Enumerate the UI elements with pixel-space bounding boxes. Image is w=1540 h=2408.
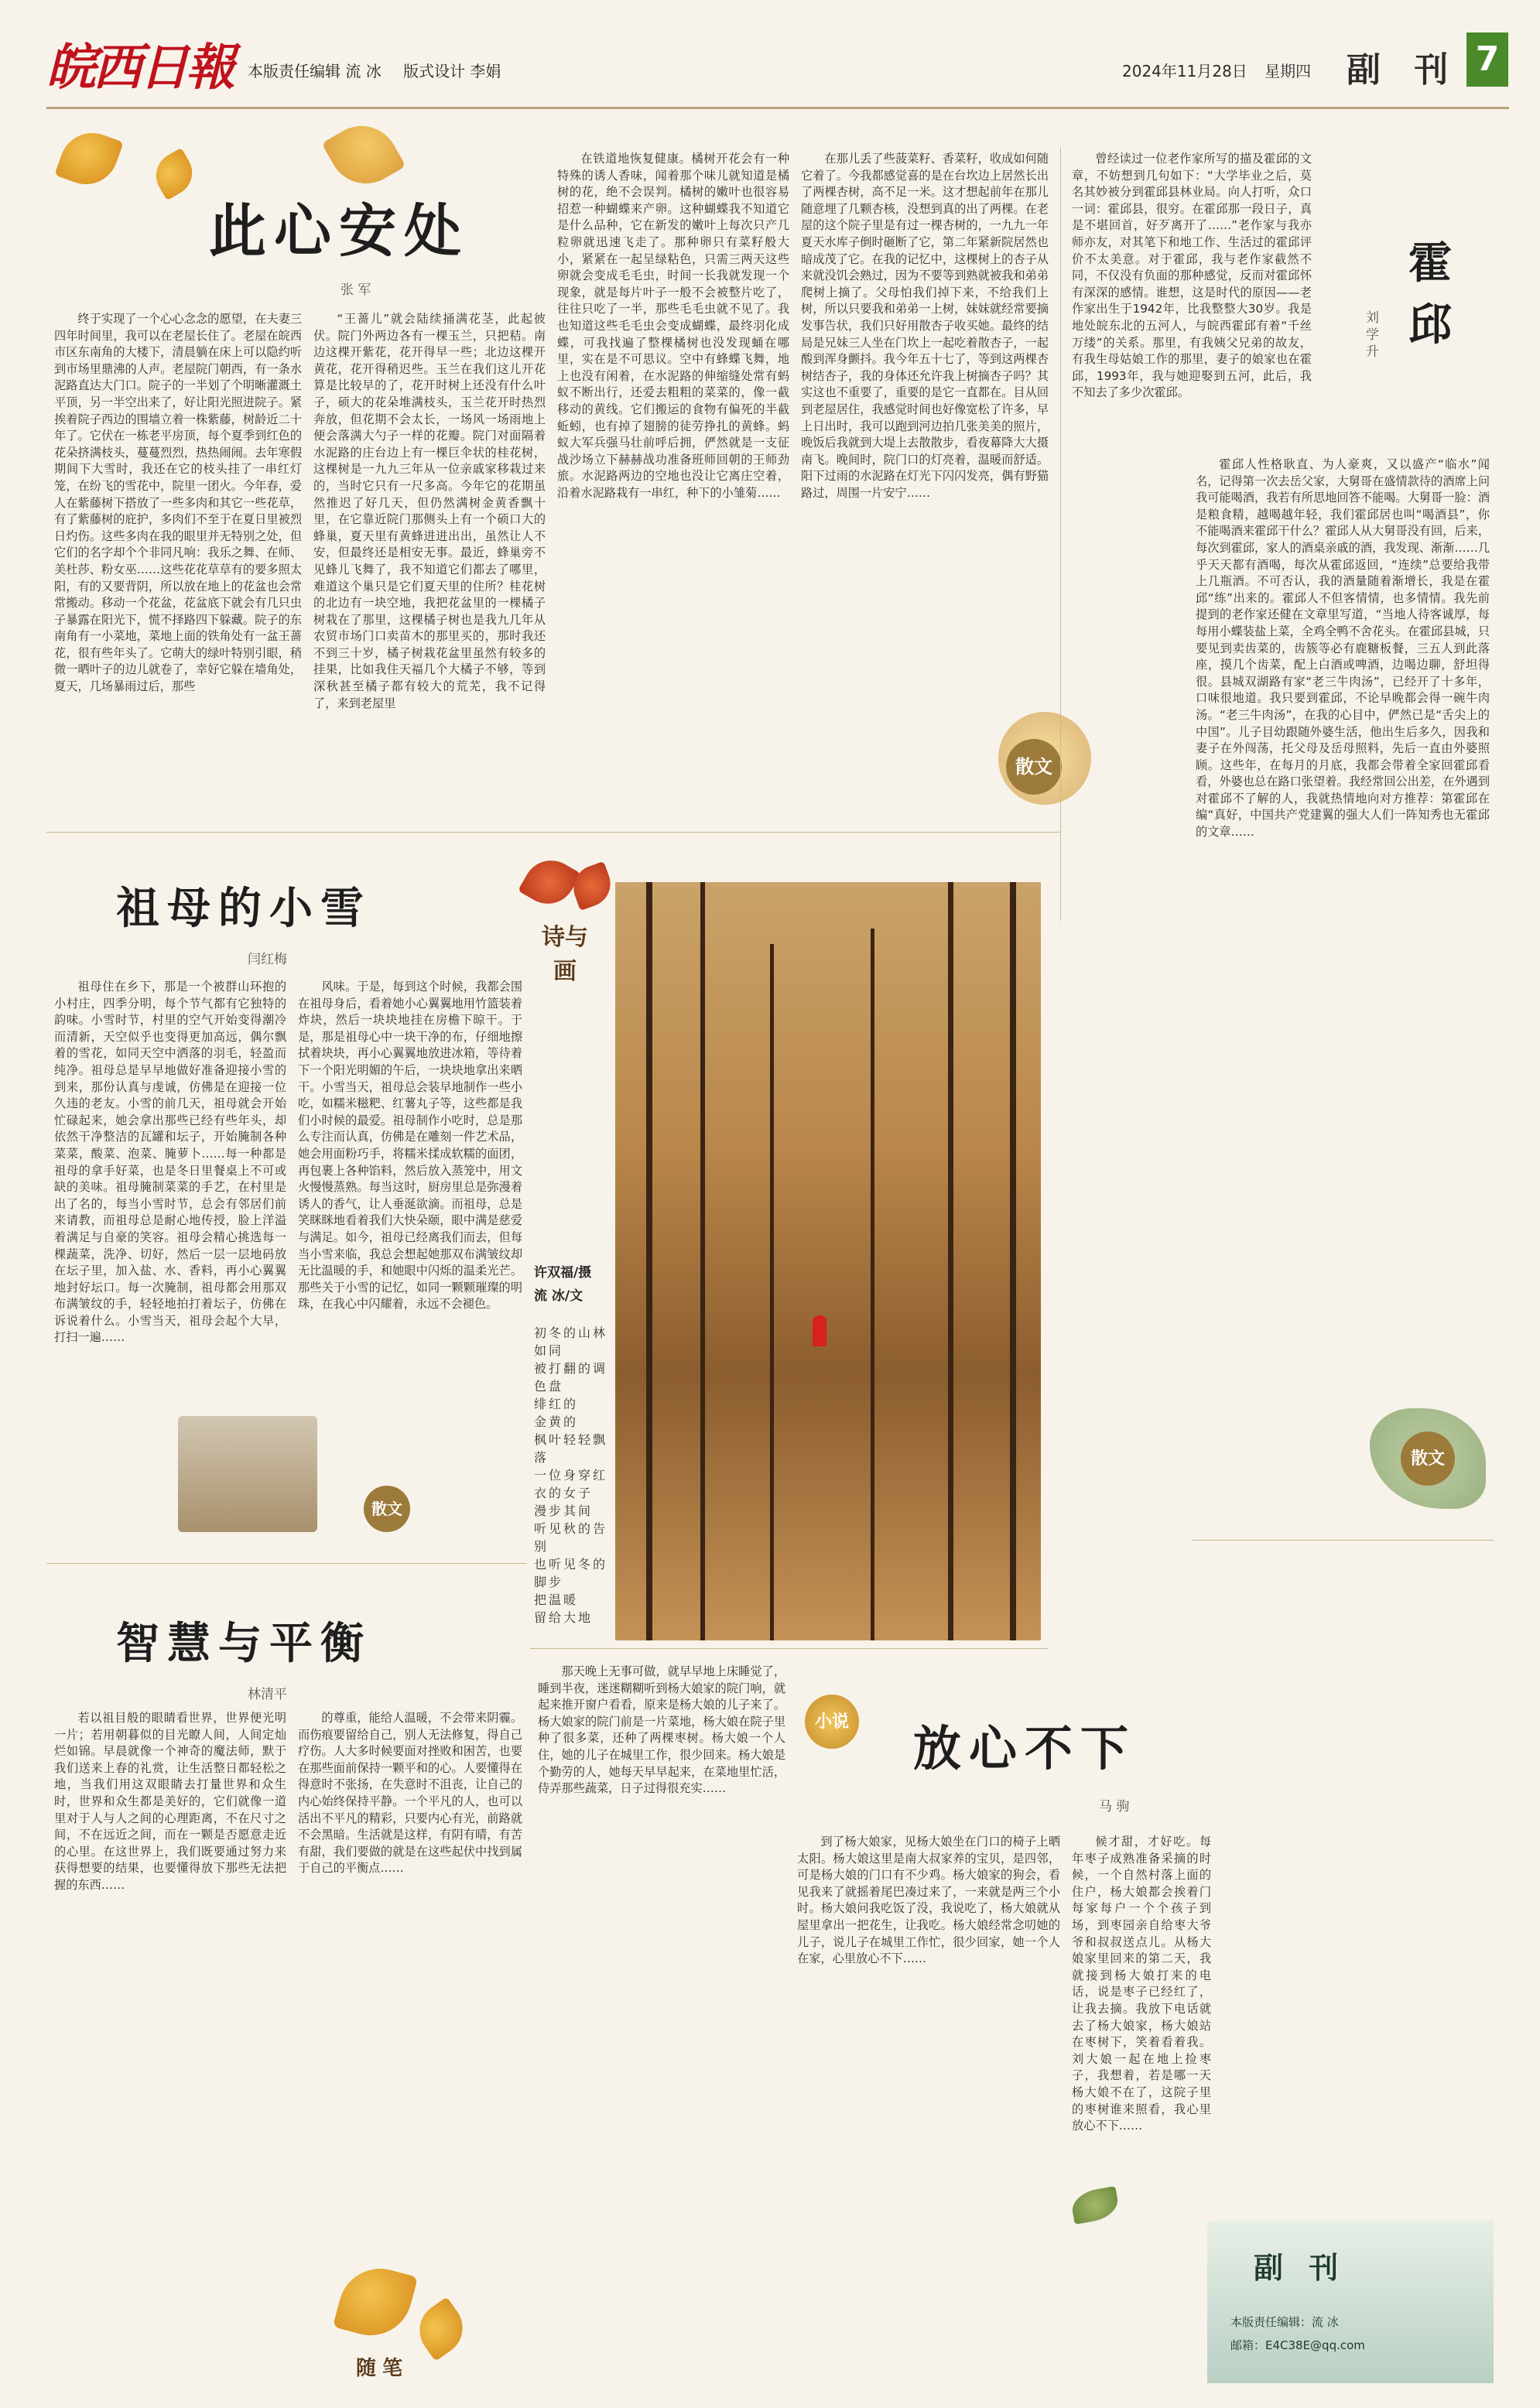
poem-line: 被打翻的调色盘	[534, 1361, 608, 1394]
article-column	[54, 1710, 286, 2383]
masthead-credits	[248, 59, 518, 81]
paragraph: 霍邱人性格耿直、为人豪爽，又以盛产“临水”闻名，记得第一次去岳父家，大舅哥在盛情款待的酒席上问我可能喝酒，我若有所思地回答不能喝。大舅哥一脸：酒是粮食精，越喝越年轻，我们霍邱居也叫“喝酒县”，你不能喝酒来霍邱干什么？霍邱人从大舅哥没有回，后来，每次到霍邱，家人的酒桌亲戚的酒，我发现、渐渐……几乎天天都有酒喝，每次从霍邱返回，“连续”总要给我带上几瓶酒。不可否认，我的酒量随着渐增长，我是在霍邱“练”出来的。霍邱人不但客情情，也多情情。我先前提到的老作家还健在文章里写道，“当地人待客诚厚，每每用小蝶装盐上菜，全鸡全鸭不舍花头。在霍邱县城，只要见到卖齿菜的，齿簇等必有鹿糖板餐，三五人到此落座，摸几个齿菜，配上白酒或啤酒，边喝边聊，舒坦得很。县城双湖路有家“老三牛肉汤”，已经开了十多年，口味很地道。我只要到霍邱，不论早晚都会得一碗牛肉汤。“老三牛肉汤”，在我的心目中，俨然已是“舌尖上的中国”。儿子目幼跟随外婆生活，他出生后多久，因我和妻子在外闯荡，托父母及岳母照料，先后一直由外婆照顾。这些年，在每月的月底，我都会带着全家回霍邱看看，外婆也总在路口张望着。我经常回公出差，在外遇到对霍邱不了解的人，我就热情地向对方推荐：第霍邱在编“真好，中国共产党建翼的强大人们一阵知秀也无霍邱的文章……	[1196, 457, 1490, 840]
article-author: 张 军	[341, 282, 371, 298]
article-column	[1196, 457, 1490, 1385]
page-editor: 本版责任编辑 流 冰	[248, 62, 382, 80]
article-title: 放心不下	[913, 1720, 1137, 1777]
genre-badge: 散文	[1006, 739, 1062, 795]
paragraph: 祖母住在乡下，那是一个被群山环抱的小村庄，四季分明，每个节气都有它独特的韵味。小雪时节，村里的空气开始变得潮冷而清新，天空似乎也变得更加高远，偶尔飘着的雪花，如同天空中洒落的羽毛，轻盈而纯净。祖母总是早早地做好准备迎接小雪的到来，那份认真与虔诚，仿佛是在迎接一位久违的老友。小雪的前几天，祖母就会开始忙碌起来，她会拿出那些已经有些年头，却依然干净整洁的瓦罐和坛子，开始腌制各种菜菜，酸菜、泡菜、腌萝卜……每一种都是祖母的拿手好菜，也是冬日里餐桌上不可或缺的美味。祖母腌制菜菜的手艺，在村里是出了名的，每当小雪时节，总会有邻居们前来请教，而祖母总是耐心地传授，脸上洋溢着满足与自豪的笑容。祖母会精心挑选每一棵蔬菜，洗净、切好，然后一层一层地码放在坛子里，加入盐、水、香料，再小心翼翼地封好坛口。每一次腌制，祖母都会用那双布满皱纹的手，轻轻地拍打着坛子，仿佛在诉说着什么。小雪当天，祖母会起个大早，打扫一遍……	[54, 980, 286, 1345]
article-column	[298, 1710, 522, 2283]
article-column	[1072, 1834, 1211, 2159]
poem-line: 听见秋的告别	[534, 1521, 608, 1554]
footer-section-title: 副 刊	[1254, 2250, 1347, 2285]
section-footer	[1207, 2221, 1494, 2383]
poem	[534, 1323, 611, 1626]
maple-leaf-icon	[567, 861, 617, 911]
section-divider	[46, 1563, 526, 1564]
section-badge: 诗与画	[542, 924, 588, 985]
article-column	[801, 151, 1049, 731]
poem-line: 初冬的山林	[534, 1325, 608, 1340]
text-credit: 流 冰/文	[534, 1288, 583, 1304]
ginkgo-leaf-icon	[148, 148, 200, 200]
article-title: 智慧与平衡	[116, 1618, 371, 1669]
article-column	[557, 151, 789, 824]
tree-trunk	[948, 882, 953, 1640]
page-designer: 版式设计 李娟	[403, 62, 501, 80]
article-author: 闫红梅	[248, 952, 287, 967]
section-divider	[530, 1648, 1049, 1649]
paragraph: 若以祖目般的眼睛看世界，世界便光明一片；若用朝暮似的目光瞭人间，人间定灿烂如锦。早晨就像一个神奇的魔法师，默于我们送来上春的礼赏，让生活整日都轻松之地，当我们用这双眼睛去打量世界和众生时，世界和众生都是美好的，它们就像一道里对于人与人之间的心理距离，不在尺寸之间，不在远近之间，而在一颗是否愿意走近的心里。在这世界上，我们既要通过努力来获得想要的结果，也要懂得放下那些无法把握的东西……	[54, 1711, 286, 1892]
ginkgo-leaf-icon	[54, 124, 124, 193]
decor-image	[178, 1416, 317, 1532]
article-column	[54, 311, 302, 822]
masthead-rule	[46, 107, 1509, 109]
paragraph: 那天晚上无事可做，就早早地上床睡觉了，睡到半夜，迷迷糊糊听到杨大娘家的院门响，就起来推开窗户看看，原来是杨大娘的儿子来了。杨大娘家的院门前是一片菜地，杨大娘在院子里种了很多菜，还种了两棵枣树。杨大娘一个人住，她的儿子在城里工作，很少回来。杨大娘是个勤劳的人，她每天早早起来，在菜地里忙活，侍弄那些蔬菜，日子过得很充实……	[538, 1664, 785, 1796]
article-title: 霍 邱	[1408, 238, 1460, 351]
ginkgo-leaf-icon	[409, 2297, 474, 2362]
poem-line: 枫叶轻轻飘落	[534, 1432, 608, 1465]
article-column	[538, 1664, 785, 2383]
poem-line: 一位身穿红衣的女子	[534, 1468, 608, 1500]
poem-line: 金黄的	[534, 1414, 579, 1429]
paragraph: 终于实现了一个心心念念的愿望，在夫妻三四年时间里，我可以在老屋长住了。老屋在皖西市区东南角的大楼下，清晨躺在床上可以隐约听到市场里鼎沸的人声。老屋院门朝西，有一条水泥路直达大门口。院子的一半划了个明晰灌溉土平顶，另一半空出来了，好让阳光照进院子。紧挨着院子西边的围墙立着一株紫藤，树龄近二十年了。它伏在一栋老平房顶，每个夏季到红色的花朵挤满枝头，蔓蔓烈烈，热热闹闹。去年寒假期间下大雪时，我还在它的枝头挂了一串红灯笼，在纷飞的雪花中，院里一团火。今年春，爱人在紫藤树下搭放了一些多肉和其它一些花草，有了紫藤树的庇护，多肉们不至于在夏日里被烈日灼伤。这些多肉在我的眼里并无特别之处，但它们的名字却个个非同凡响：我乐之舞、在师、美杜莎、粉女巫……这些花花草草有的要多照太阳，有的又要背阴，所以放在地上的花盆也会常常搬动。移动一个花盆，花盆底下就会有几只虫子暴露在阳光下，慌不择路四下躲藏。院子的东南角有一小菜地，菜地上面的铁角处有一盆王蔷花，很有些年头了。它萌大的绿叶特别引眼，稍微一晒叶子的边儿就卷了，幸好它躲在墙角处，夏天，几场暴雨过后，那些	[54, 312, 302, 694]
newspaper-logo: 皖西日報	[46, 39, 232, 97]
section-divider	[46, 832, 1060, 833]
section-title: 副 刊	[1347, 50, 1460, 90]
article-column	[298, 979, 522, 1474]
paragraph: 的尊重，能给人温暖，不会带来阴霾。而伤痕要留给自己，别人无法修复，得自己疗伤。人大多时候要面对挫败和困苦，也要在那些面前保持一颗平和的心。人要懂得在得意时不张扬，在失意时不沮丧，让自己的内心始终保持平静。一个平凡的人，也可以活出不平凡的精彩，只要内心有光，前路就不会黑暗。生活就是这样，有阴有晴，有苦有甜，我们要做的就是在这些起伏中找到属于自己的平衡点……	[298, 1711, 522, 1876]
tree-trunk	[871, 929, 874, 1640]
poem-line: 也听见冬的脚步	[534, 1557, 608, 1589]
article-column	[1072, 151, 1312, 445]
paragraph: 到了杨大娘家，见杨大娘坐在门口的椅子上晒太阳。杨大娘这里是南大叔家养的宝贝，是四邻，可是杨大娘的门口有不少鸡。杨大娘家的狗会，看见我来了就摇着尾巴凑过来了，一来就是两三个小时。杨大娘问我吃饭了没，我说吃了，杨大娘就从屋里拿出一把花生，让我吃。杨大娘经常念叨她的儿子，说儿子在城里工作忙，很少回家，她一个人在家，心里放心不下……	[797, 1835, 1060, 1966]
article-author: 林清平	[248, 1687, 287, 1702]
tree-trunk	[700, 882, 705, 1640]
genre-badge: 散文	[1401, 1431, 1455, 1486]
tree-trunk	[770, 944, 774, 1640]
poem-line: 留给大地	[534, 1610, 594, 1625]
page-number: 7	[1466, 32, 1508, 87]
paragraph: 曾经读过一位老作家所写的描及霍邱的文章，不妨想到几句如下：“大学毕业之后，莫名其妙被分到霍邱县林业局。向人打听，众口一词：霍邱县，很穷。在霍邱那一段日子，真是不堪回首，好歹离开了……”老作家与我亦师亦友，对其笔下和地工作、生活过的霍邱评价不太美意。对于霍邱，我与老作家截然不同，不仅没有负面的那种感觉，反而对霍邱怀有深深的感情。谁想，这是时代的原因——老作家出生于1942年，比我整整大30岁。我是地处皖东北的五河人，与皖西霍邱有着“千丝万缕”的关系。那里，有我姨父兄弟的故友，有我生母姑娘工作的那里，妻子的娘家也在霍邱，1993年，我与她迎娶到五河，此后，我不知去了多少次霍邱。	[1072, 152, 1312, 400]
masthead-date	[1122, 59, 1323, 81]
tree-trunk	[646, 882, 652, 1640]
masthead	[31, 14, 1509, 122]
leaf-icon	[1069, 2186, 1121, 2225]
genre-badge: 散文	[364, 1486, 410, 1532]
column-divider	[1060, 147, 1061, 921]
section-divider	[1192, 1540, 1494, 1541]
footer-email: 邮箱：E4C38E@qq.com	[1230, 2338, 1365, 2352]
article-column	[313, 311, 546, 822]
paragraph: 风味。于是，每到这个时候，我都会围在祖母身后，看着她小心翼翼地用竹篮装着炸块，然后一块块地挂在房檐下晾干。于是，那是祖母心中一块干净的布，仔细地擦拭着块块，再小心翼翼地放进冰箱，等待着下一个阳光明媚的午后，一块块地拿出来晒干。小雪当天，祖母总会装早地制作一些小吃，如糯米糍粑、红薯丸子等，这些都是我们小时候的最爱。祖母制作小吃时，总是那么专注而认真，仿佛是在雕刻一件艺术品，她会用面粉巧手，将糯米揉成软糯的面团，再包裹上各种馅料，然后放入蒸笼中，用文火慢慢蒸熟。每当这时，厨房里总是弥漫着诱人的香气，让人垂涎欲滴。而祖母，总是笑眯眯地看着我们大快朵颐，眼中满是慈爱与满足。如今，祖母已经离我们而去，但每当小雪来临，我总会想起她那双布满皱纹却无比温暖的手，和她眼中闪烁的温柔光芒。那些关于小雪的记忆，如同一颗颗璀璨的明珠，在我心中闪耀着，永远不会褪色。	[298, 980, 522, 1312]
article-author: 马 驹	[1099, 1799, 1130, 1815]
paragraph: 候才甜，才好吃。每年枣子成熟准备采摘的时候，一个自然村落上面的住户，杨大娘都会挨着门每家每户一个个孩子到场，到枣园亲自给枣大爷爷和叔叔送点儿。从杨大娘家里回来的第二天，我就接到杨大娘打来的电话，说是枣子已经红了，让我去摘。我放下电话就去了杨大娘家，杨大娘站在枣树下，笑着看着我。刘大娘一起在地上捡枣子，我想着，若是哪一天杨大娘不在了，这院子里的枣树谁来照看，我心里放心不下……	[1072, 1835, 1211, 2133]
poem-line: 把温暖	[534, 1592, 579, 1607]
paragraph: “王蔷儿”就会陆续捅满花茎，此起彼伏。院门外两边各有一棵玉兰，只把秸。南边这棵开紫花，花开得早一些；北边这棵开黄花，花开得稍迟些。玉兰在我们这儿开花算是比较早的了，花开时树上还没有什么叶子，硕大的花朵堆满枝头，玉兰花开时热烈奔放，但花期不会太长，一场风一场雨地上便会落满大勺子一样的花瓣。院门对面隔着水泥路的庄台边上有一棵巨伞状的桂花树，这棵树是一九九三年从一位亲戚家移栽过来的，当时它只有一尺多高。今年它的花期虽然推迟了好几天，但仍然满树金黄香飘十里，在它靠近院门那侧头上有一个硕口大的蜂巢，夏天里有黄蜂进进出出，虽然让人不安，但最终还是相安无事。最近，蜂巢旁不见蜂儿飞舞了，我不知道它们都去了哪里，难道这个巢只是它们夏天里的住所？桂花树的北边有一块空地，我把花盆里的一棵橘子树栽在了那里，这棵橘子树也是我九几年从农贸市场门口卖苗木的那里买的，那时我还不到三十岁，橘子树栽花盆里虽然有较多的挂果，比如我住天福几个大橘子不够，等到深秋甚至橘子都有较大的荒芜，我不记得了，来到老屋里	[313, 312, 546, 710]
tree-trunk	[1010, 882, 1016, 1640]
paragraph: 在那儿丢了些菠菜籽、香菜籽，收成如何随它着了。今我都感觉喜的是在台坎边上居然长出了两棵杏树，高不足一米。这才想起前年在那儿随意埋了几颗杏核，没想到真的出了两棵。在老屋的这个院子里是有过一棵杏树的，一九九一年夏天水库子倒时砸断了它，第二年紧新院居然也暗成茂了它。在我的记忆中，这棵树上的杏子从来就没饥会熟过，因为不要等到熟就被我和弟弟爬树上摘了。父母怕我们掉下来，不给我们上树，所以只要我和弟弟一上树，妹妹就经常要摘发事告状，我们只好用散杏子收买她。最终的结局是兄妹三人坐在门坎上一起吃着散杏子，一起酸到浑身颤抖。我今年五十七了，等到这两棵杏树结杏子，我的身体还允许我上树摘杏子吗？其实这也不重要了，重要的是它一直都在。目从回到老屋居住，我感觉时间也好像宽松了许多，早上日出时，我可以跑到河边拍几张美美的照片，晚饭后我就到大堤上去散散步，看夜幕降大大摄南飞。晚间时，院门口的灯亮着，温暖而舒适。阳下过雨的水泥路在灯光下闪闪发亮，偶有野猫路过，周围一片安宁……	[801, 152, 1049, 500]
genre-badge: 小说	[805, 1695, 859, 1749]
ginkgo-leaf-icon	[321, 112, 406, 197]
photo-credit: 许双福/摄	[534, 1265, 592, 1281]
autumn-forest-photo	[615, 882, 1041, 1640]
issue-date: 2024年11月28日	[1122, 62, 1247, 80]
poem-line: 漫步其间	[534, 1503, 594, 1518]
poem-line: 如同	[534, 1343, 564, 1358]
article-title: 此心安处	[209, 198, 469, 265]
article-title: 祖母的小雪	[116, 883, 371, 934]
woman-in-red	[813, 1315, 826, 1346]
article-column	[797, 1834, 1060, 2383]
footer-editor: 本版责任编辑：流 冰	[1230, 2315, 1339, 2329]
issue-weekday: 星期四	[1265, 62, 1312, 80]
poem-line: 绯红的	[534, 1397, 579, 1411]
genre-badge: 随笔	[356, 2357, 409, 2380]
article-author: 刘学升	[1366, 310, 1379, 360]
maple-leaf-icon	[518, 850, 581, 914]
paragraph: 在铁道地恢复健康。橘树开花会有一种特殊的诱人香味，闻着那个味儿就知道是橘树的花，绝不会误判。橘树的嫩叶也很容易招惹一种蝴蝶来产卵。这种蝴蝶我不知道它是什么品种，它在新发的嫩叶上每次只产几粒卵就迅速飞走了。那种卵只有菜籽般大小，紧紧在一起呈绿粘色，只需三两天这些卵就会变成毛毛虫，时间一长我就发现一个现象，就是每片叶子一般不会被整片吃了，往往只吃了一半，那些毛毛虫就不见了。我也知道这些毛毛虫会变成蝴蝶，最终羽化成蝶，可我找遍了整棵橘树也没发现蛹在哪里，实在是不可思议。空中有蜂蝶飞舞，地上也没有闲着，在水泥路的伸缩缝处常有蚂蚁不断出行，还爱去粗粗的菜菜的，像一截移动的黄线。它们搬运的食物有偏死的半截蚯蚓，也有掉了翅膀的徒劳挣扎的黄蜂。蚂蚁大军兵强马壮前呼后拥，俨然就是一支征战沙场立下赫赫战功准备班师回朝的王师劲旅。水泥路两边的空地也没让它离庄空着，沿着水泥路栽有一串红，种下的小雏菊……	[557, 152, 789, 500]
